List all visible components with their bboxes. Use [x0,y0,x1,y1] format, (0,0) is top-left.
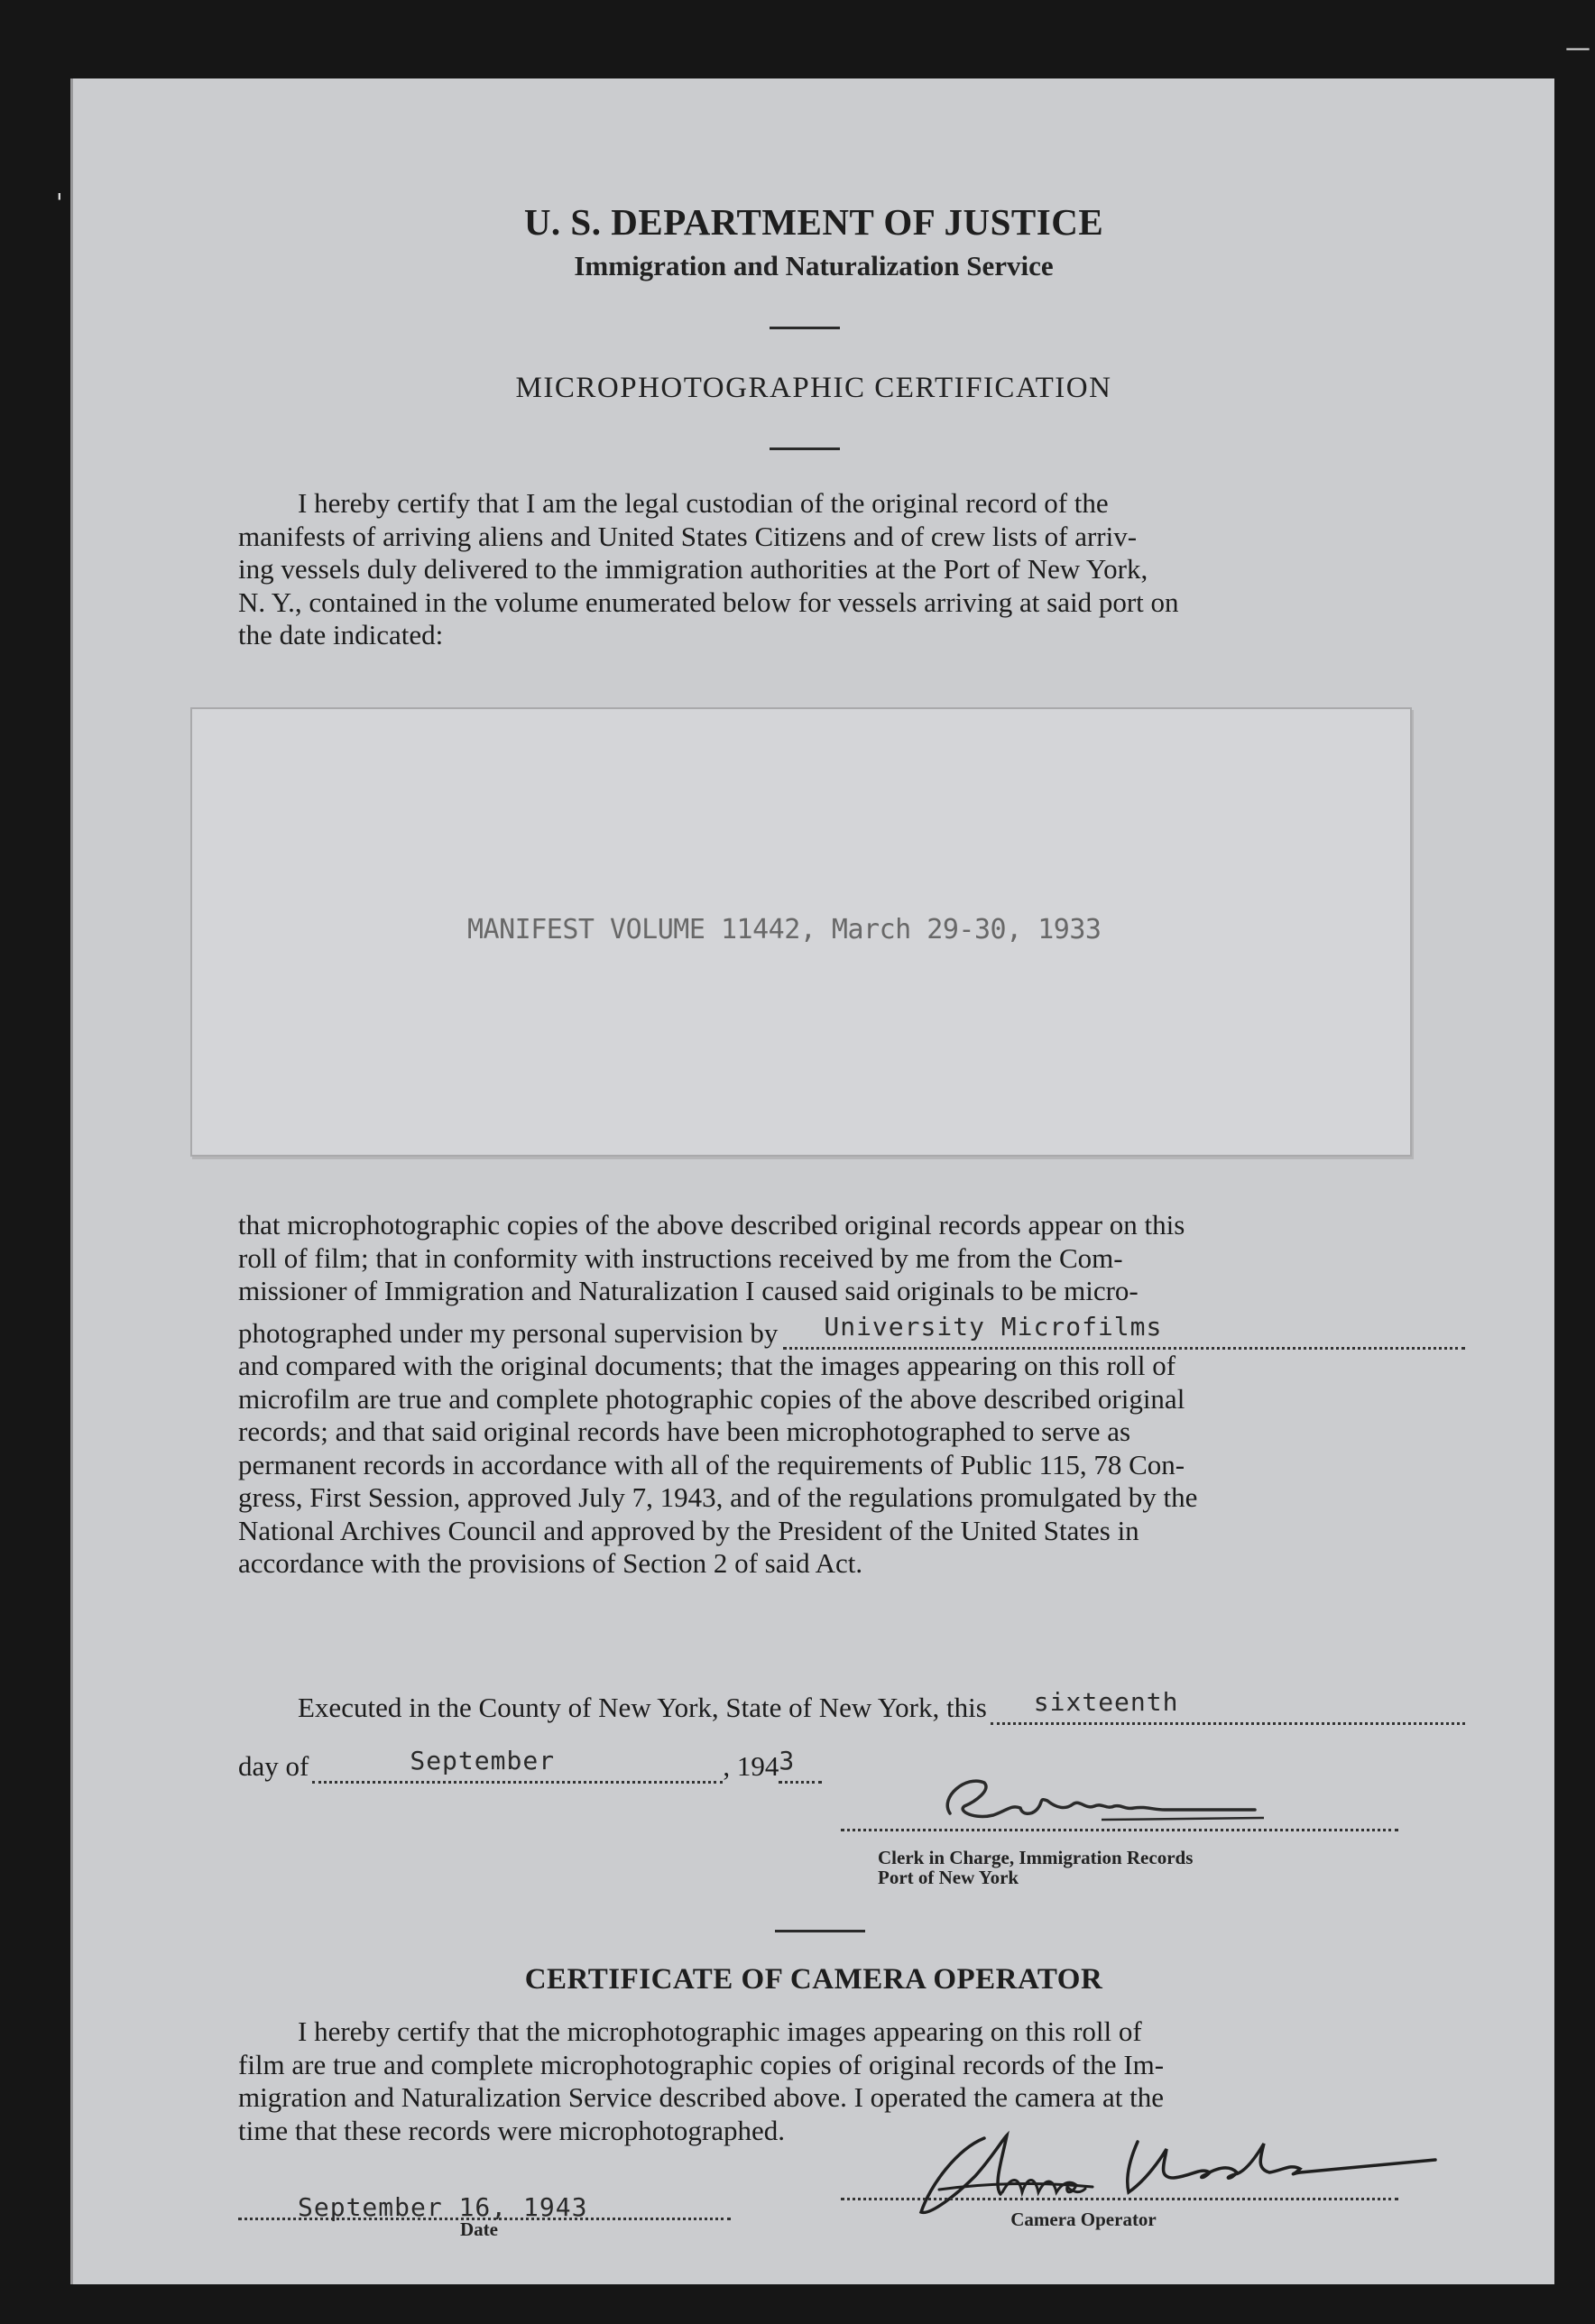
executed-prefix: Executed in the County of New York, State of New York, this [298,1692,987,1723]
body-line: accordance with the provisions of Section 2 of said Act. [238,1547,863,1579]
divider-rule [770,327,840,329]
body-line: gress, First Session, approved July 7, 1943, and of the regulations promulgated by the [238,1481,1198,1513]
intro-line: I hereby certify that I am the legal custodian of the original record of the [298,487,1109,519]
month-field [312,1745,723,1784]
clerk-title [878,1848,1193,1887]
camera-operator-signature [876,2122,1489,2221]
body-line: National Archives Council and approved by the President of the United States in [238,1514,1139,1546]
day-value: sixteenth [1033,1686,1179,1717]
service-subtitle: Immigration and Naturalization Service [574,250,1054,281]
department-title: U. S. DEPARTMENT OF JUSTICE [523,201,1104,243]
year-prefix: , 194 [723,1750,779,1782]
body-line: records; and that said original records have been microphotographed to serve as [238,1416,1131,1447]
intro-line: ing vessels duly delivered to the immigration authorities at the Port of New York, [238,553,1148,585]
divider-rule [770,447,840,450]
manifest-volume-text: MANIFEST VOLUME 11442, March 29-30, 1933 [467,914,1102,945]
intro-line: manifests of arriving aliens and United States Citizens and of crew lists of arriv- [238,520,1138,552]
intro-line: N. Y., contained in the volume enumerated below for vessels arriving at said port on [238,586,1179,618]
supervision-line [238,1312,1465,1351]
camera-date-line [238,2192,731,2222]
body-paragraph [238,1209,1465,1581]
body-line: that microphotographic copies of the above described original records appear on this [238,1209,1185,1240]
scan-tick-top-left: ' [56,188,63,217]
clerk-signature [921,1770,1363,1842]
body-line: microfilm are true and complete photographic copies of the above described original [238,1382,1185,1415]
day-of-label: day of [238,1750,309,1782]
camera-line: I hereby certify that the microphotographic images appearing on this roll of [298,2015,1142,2047]
scan-tick-right: — [1565,32,1590,62]
day-field [991,1686,1465,1725]
body-line: roll of film; that in conformity with instructions received by me from the Com- [238,1241,1123,1274]
year-field [779,1745,822,1784]
camera-certificate-heading: CERTIFICATE OF CAMERA OPERATOR [524,1963,1103,1996]
date-line [238,1745,822,1784]
executed-line [298,1686,1465,1725]
year-digit: 3 [779,1745,796,1775]
camera-operator-signature-line [841,2198,1398,2200]
body-line: and compared with the original documents; that the images appearing on this roll of [238,1350,1176,1381]
manifest-volume-card [190,707,1412,1157]
intro-paragraph [238,487,1465,652]
camera-operator-label: Camera Operator [1010,2209,1157,2230]
clerk-signature-line [841,1829,1398,1831]
supervisor-field [783,1312,1465,1350]
camera-line: film are true and complete microphotographic copies of original records of the Im- [238,2048,1165,2080]
camera-line: time that these records were microphotographed. [238,2114,785,2146]
clerk-title-line: Clerk in Charge, Immigration Records [878,1847,1194,1868]
supervision-prefix: photographed under my personal supervision by [238,1316,779,1349]
supervisor-value: University Microfilms [824,1312,1163,1342]
camera-line: migration and Naturalization Service described above. I operated the camera at the [238,2081,1164,2113]
document-sheet [70,78,1554,2284]
body-line: missioner of Immigration and Naturalization I caused said originals to be micro- [238,1275,1139,1306]
certification-title: MICROPHOTOGRAPHIC CERTIFICATION [515,372,1112,404]
date-label: Date [460,2218,498,2240]
month-value: September [410,1745,556,1775]
body-line: permanent records in accordance with all of the requirements of Public 115, 78 Con- [238,1448,1185,1480]
camera-date-value: September 16, 1943 [298,2192,588,2222]
clerk-title-line: Port of New York [878,1867,1019,1888]
divider-rule [775,1930,865,1932]
intro-line: the date indicated: [238,619,444,650]
